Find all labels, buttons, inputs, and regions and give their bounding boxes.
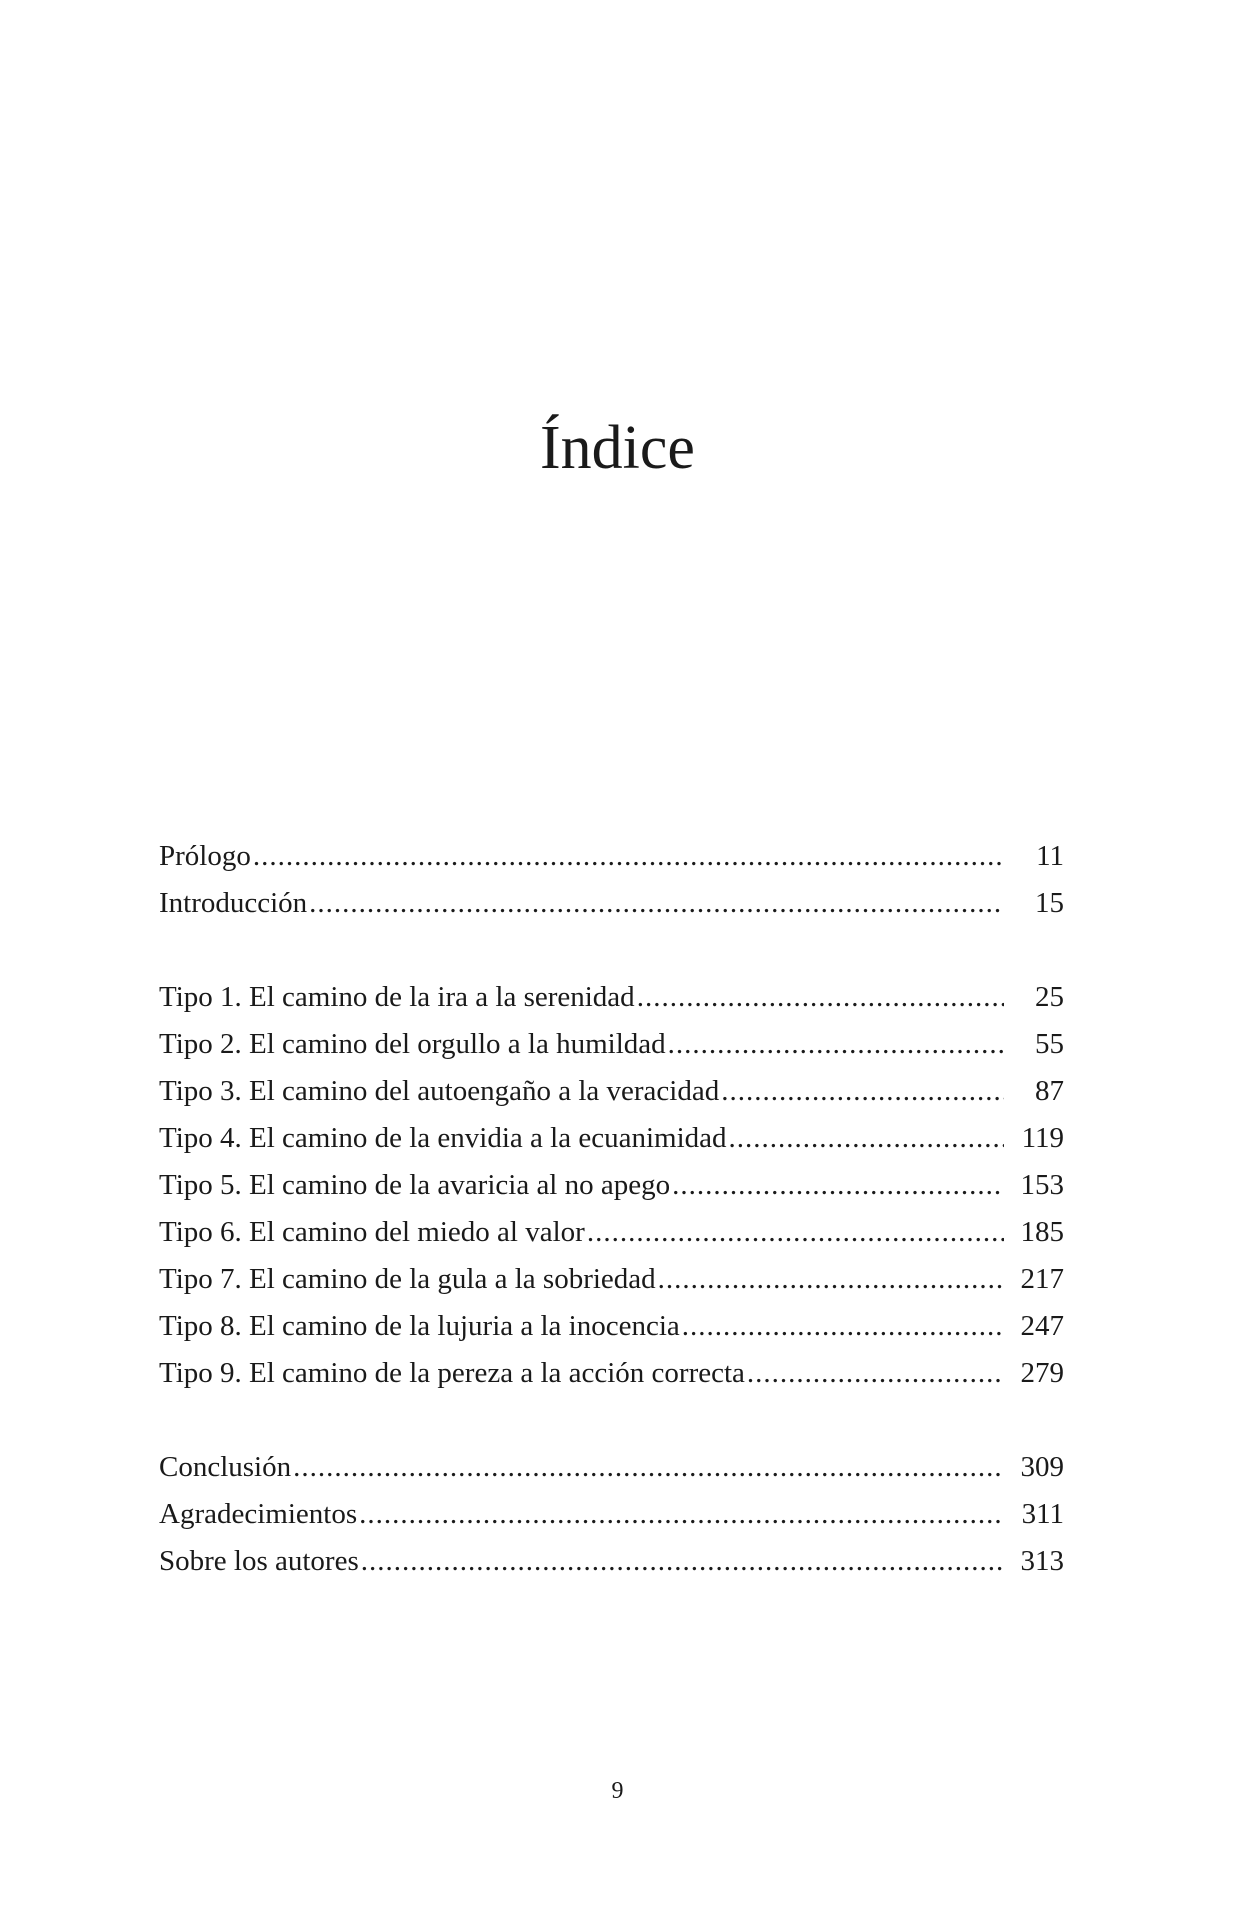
dot-leader <box>672 1162 1004 1209</box>
toc-entry-page: 25 <box>1035 981 1064 1013</box>
toc-entry-label: Tipo 7. El camino de la gula a la sobriedad <box>159 1263 656 1295</box>
dot-leader <box>293 1444 1004 1491</box>
toc-entry-label: Tipo 2. El camino del orgullo a la humildad <box>159 1028 666 1060</box>
toc-entry-page: 55 <box>1035 1028 1064 1060</box>
toc-entry-tipo-9 <box>159 1350 1064 1397</box>
toc-entry-page: 217 <box>1020 1263 1064 1295</box>
dot-leader <box>587 1209 1004 1256</box>
dot-leader <box>668 1021 1004 1068</box>
toc-entry-prologo <box>159 833 1064 880</box>
toc-entry-page: 119 <box>1021 1122 1064 1154</box>
toc-entry-page: 11 <box>1036 840 1064 872</box>
toc-entry-page: 15 <box>1035 887 1064 919</box>
toc-entry-sobre-los-autores <box>159 1538 1064 1585</box>
dot-leader <box>637 974 1004 1021</box>
dot-leader <box>658 1256 1004 1303</box>
toc-entry-label: Prólogo <box>159 840 251 872</box>
dot-leader <box>359 1491 1004 1538</box>
toc-entry-label: Sobre los autores <box>159 1545 359 1577</box>
toc-entry-tipo-6 <box>159 1209 1064 1256</box>
toc-entry-tipo-3 <box>159 1068 1064 1115</box>
page-number: 9 <box>611 1778 624 1804</box>
toc-entry-tipo-2 <box>159 1021 1064 1068</box>
dot-leader <box>361 1538 1004 1585</box>
dot-leader <box>309 880 1004 927</box>
toc-entry-label: Tipo 1. El camino de la ira a la serenidad <box>159 981 635 1013</box>
toc-entry-introduccion <box>159 880 1064 927</box>
toc-entry-tipo-5 <box>159 1162 1064 1209</box>
toc-entry-label: Tipo 9. El camino de la pereza a la acción correcta <box>159 1357 745 1389</box>
toc-entry-page: 247 <box>1020 1310 1064 1342</box>
dot-leader <box>682 1303 1004 1350</box>
toc-entry-label: Tipo 5. El camino de la avaricia al no apego <box>159 1169 671 1201</box>
toc-entry-label: Tipo 6. El camino del miedo al valor <box>159 1216 585 1248</box>
toc-entry-label: Conclusión <box>159 1451 292 1483</box>
dot-leader <box>729 1115 1005 1162</box>
toc-entry-page: 311 <box>1021 1498 1064 1530</box>
table-of-contents <box>159 833 1064 1585</box>
toc-entry-agradecimientos <box>159 1491 1064 1538</box>
toc-entry-tipo-8 <box>159 1303 1064 1350</box>
toc-entry-tipo-7 <box>159 1256 1064 1303</box>
toc-entry-page: 309 <box>1020 1451 1064 1483</box>
toc-entry-conclusion <box>159 1444 1064 1491</box>
toc-group-front <box>159 833 1064 927</box>
toc-group-types <box>159 974 1064 1397</box>
toc-entry-label: Tipo 8. El camino de la lujuria a la inocencia <box>159 1310 680 1342</box>
dot-leader <box>721 1068 1004 1115</box>
toc-entry-page: 313 <box>1020 1545 1064 1577</box>
toc-entry-page: 279 <box>1020 1357 1064 1389</box>
dot-leader <box>747 1350 1004 1397</box>
toc-entry-tipo-4 <box>159 1115 1064 1162</box>
toc-group-back <box>159 1444 1064 1585</box>
toc-entry-label: Introducción <box>159 887 308 919</box>
toc-entry-page: 87 <box>1035 1075 1064 1107</box>
toc-entry-page: 185 <box>1020 1216 1064 1248</box>
dot-leader <box>253 833 1004 880</box>
toc-entry-page: 153 <box>1020 1169 1064 1201</box>
toc-entry-label: Agradecimientos <box>159 1498 358 1530</box>
toc-entry-label: Tipo 3. El camino del autoengaño a la veracidad <box>159 1075 720 1107</box>
page-title: Índice <box>540 414 695 482</box>
toc-entry-label: Tipo 4. El camino de la envidia a la ecuanimidad <box>159 1122 727 1154</box>
toc-entry-tipo-1 <box>159 974 1064 1021</box>
